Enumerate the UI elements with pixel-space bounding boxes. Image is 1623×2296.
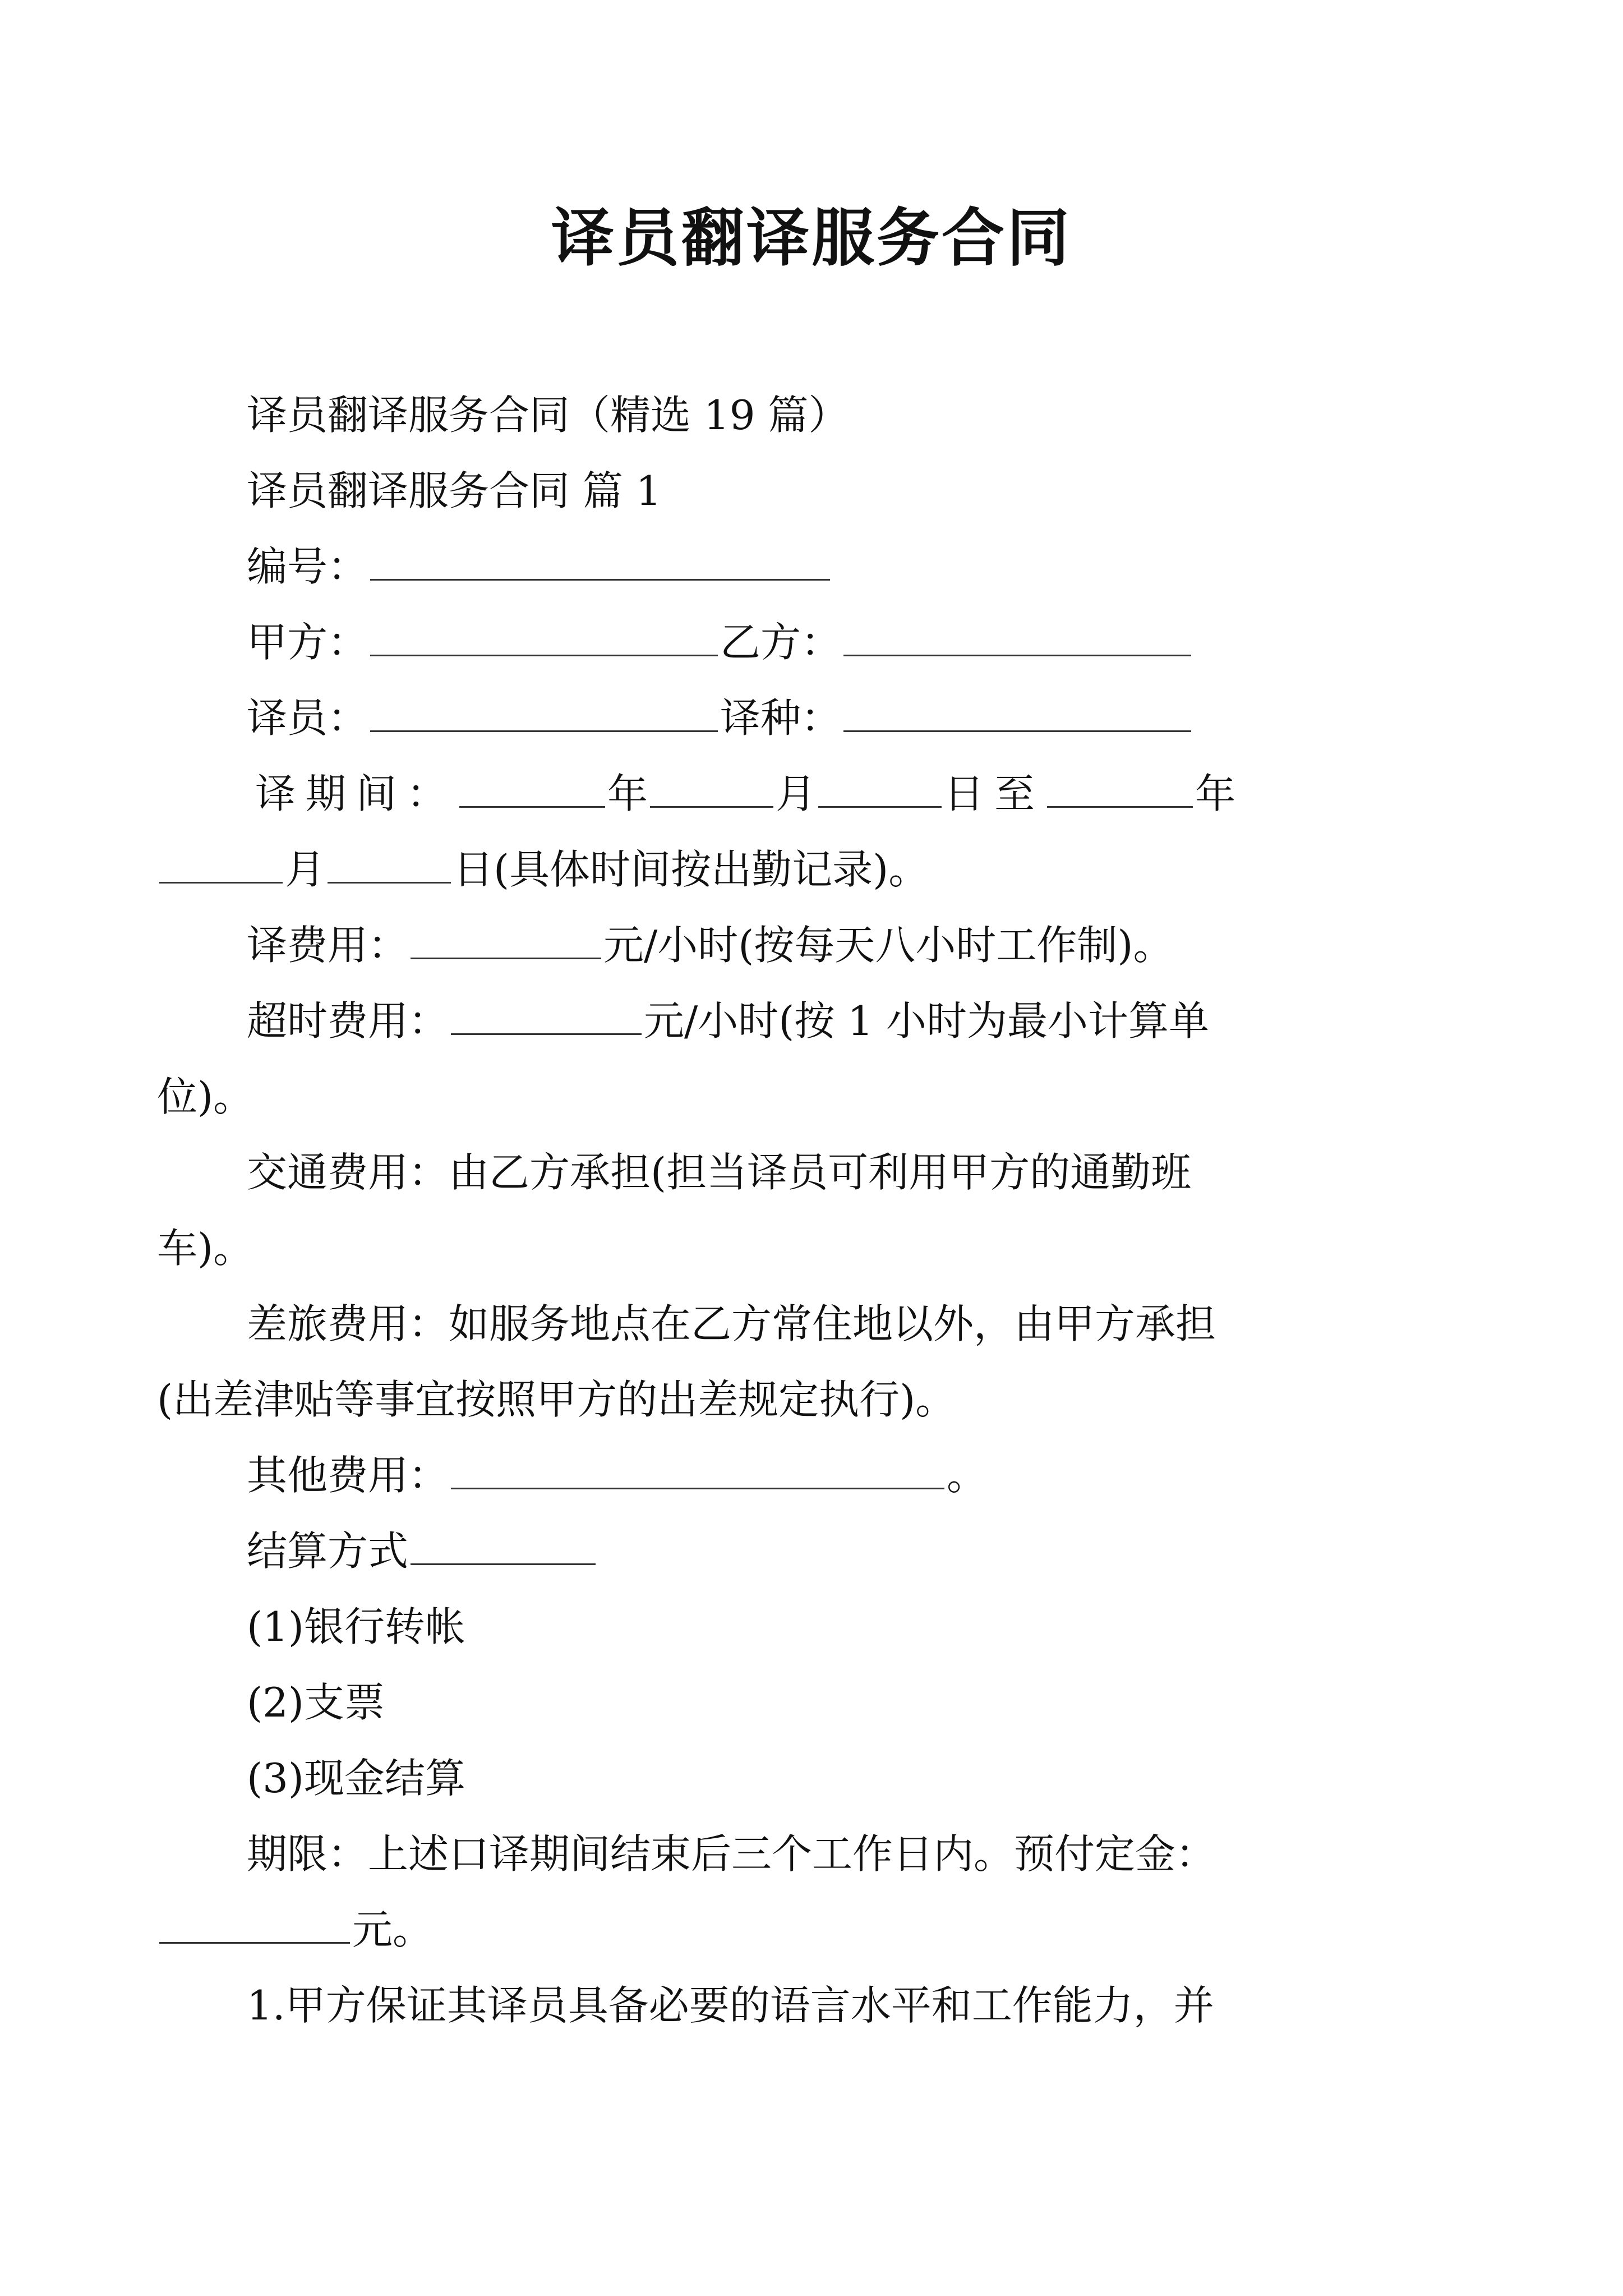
transport-line-1: 交通费用：由乙方承担(担当译员可利用甲方的通勤班 bbox=[247, 1149, 1192, 1196]
term-line-1: 期限：上述口译期间结束后三个工作日内。预付定金： bbox=[247, 1830, 1216, 1878]
settle-option-3: (3)现金结算 bbox=[247, 1755, 465, 1802]
end-year-blank bbox=[1047, 767, 1193, 808]
number-row bbox=[247, 539, 1380, 595]
other-blank bbox=[451, 1448, 944, 1489]
fee-blank bbox=[411, 918, 601, 959]
end-day-blank bbox=[328, 843, 451, 884]
settle-row bbox=[247, 1523, 1380, 1579]
period-end-text: 日(具体时间按出勤记录)。 bbox=[453, 846, 929, 893]
fee-rest: 元/小时(按每天八小时工作制)。 bbox=[603, 922, 1174, 969]
term-line-2 bbox=[157, 1902, 1290, 1958]
settle-blank bbox=[411, 1524, 596, 1565]
number-blank bbox=[370, 540, 830, 581]
end-month-blank bbox=[159, 843, 283, 884]
document-title: 译员翻译服务合同 bbox=[551, 201, 1072, 275]
travel-line-2: (出差津贴等事宜按照甲方的出差规定执行)。 bbox=[157, 1376, 956, 1423]
overtime-label: 超时费用： bbox=[247, 997, 449, 1045]
year-label: 年 bbox=[607, 770, 648, 817]
language-label: 译种： bbox=[720, 694, 842, 742]
translator-row bbox=[247, 690, 1380, 746]
settle-option-1: (1)银行转帐 bbox=[247, 1603, 465, 1650]
other-row bbox=[247, 1447, 1380, 1503]
term-end: 元。 bbox=[352, 1906, 434, 1953]
period-row-cont bbox=[157, 841, 1290, 898]
overtime-row bbox=[247, 993, 1380, 1049]
party-b-label: 乙方： bbox=[720, 619, 842, 666]
travel-line-1: 差旅费用：如服务地点在乙方常住地以外，由甲方承担 bbox=[247, 1300, 1216, 1347]
clause-1: 1.甲方保证其译员具备必要的语言水平和工作能力，并 bbox=[247, 1982, 1214, 2029]
other-end: 。 bbox=[947, 1452, 988, 1499]
end-year-label: 年 bbox=[1195, 770, 1236, 817]
month-label: 月 bbox=[776, 770, 817, 817]
party-a-label: 甲方： bbox=[247, 619, 368, 666]
other-label: 其他费用： bbox=[247, 1452, 449, 1499]
overtime-blank bbox=[451, 994, 642, 1035]
section-heading: 译员翻译服务合同 篇 1 bbox=[247, 467, 662, 514]
parties-row bbox=[247, 614, 1380, 670]
end-month-label: 月 bbox=[285, 846, 326, 893]
settle-label: 结算方式 bbox=[247, 1527, 409, 1575]
subtitle: 译员翻译服务合同（精选 19 篇） bbox=[247, 392, 849, 439]
period-row bbox=[255, 766, 1388, 822]
overtime-rest: 元/小时(按 1 小时为最小计算单 bbox=[644, 997, 1209, 1045]
overtime-cont: 位)。 bbox=[157, 1073, 254, 1120]
fee-label: 译费用： bbox=[247, 922, 409, 969]
day-to-label: 日至 bbox=[944, 770, 1045, 817]
fee-row bbox=[247, 917, 1380, 973]
language-blank bbox=[843, 691, 1191, 732]
number-label: 编号： bbox=[247, 543, 368, 590]
deposit-blank bbox=[159, 1903, 350, 1944]
translator-blank bbox=[370, 691, 718, 732]
period-label: 译期间： bbox=[255, 770, 458, 817]
translator-label: 译员： bbox=[247, 694, 368, 742]
transport-line-2: 车)。 bbox=[157, 1225, 254, 1272]
settle-option-2: (2)支票 bbox=[247, 1679, 385, 1726]
party-b-blank bbox=[843, 615, 1191, 656]
start-day-blank bbox=[818, 767, 942, 808]
start-year-blank bbox=[459, 767, 605, 808]
party-a-blank bbox=[370, 615, 718, 656]
start-month-blank bbox=[650, 767, 773, 808]
